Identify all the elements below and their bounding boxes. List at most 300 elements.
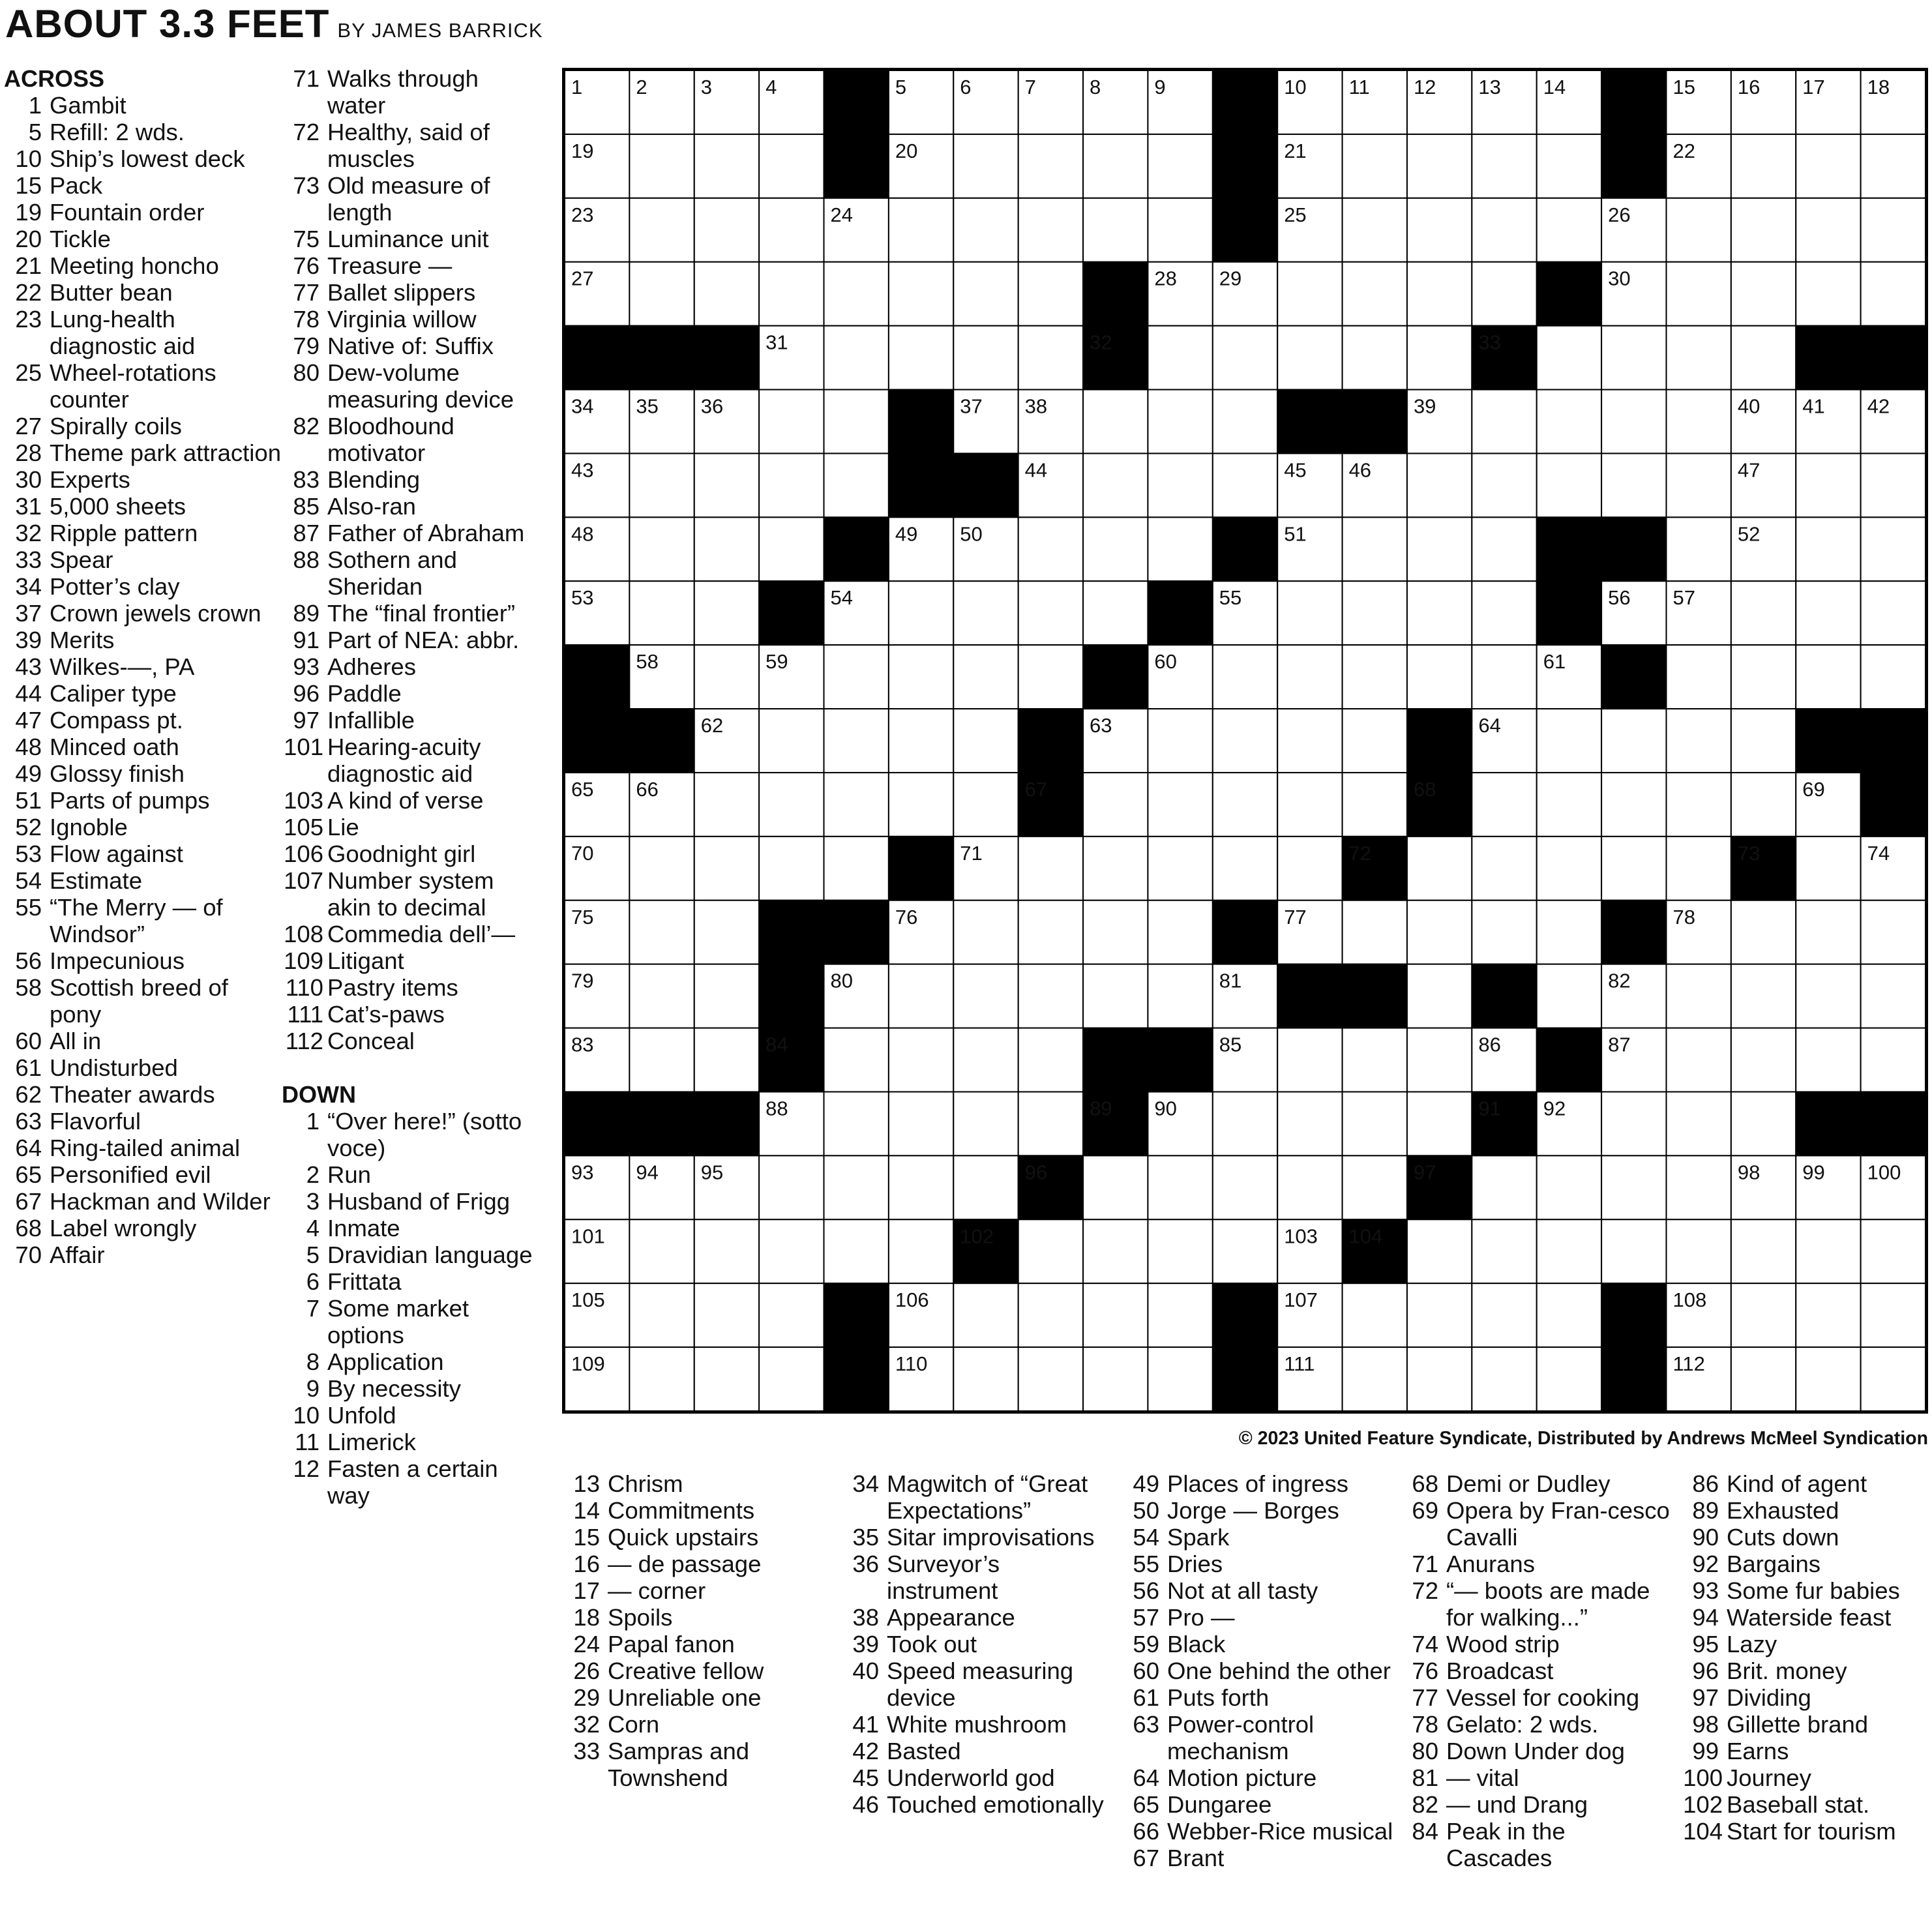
grid-cell[interactable] [1407,1028,1472,1092]
grid-cell[interactable] [1537,134,1601,198]
grid-cell[interactable] [694,1028,759,1092]
grid-cell[interactable] [694,900,759,964]
grid-cell[interactable] [1343,134,1407,198]
grid-cell[interactable] [629,900,694,964]
grid-cell[interactable] [1148,773,1212,837]
grid-cell[interactable] [1537,1283,1601,1347]
grid-cell[interactable] [694,581,759,645]
grid-cell[interactable] [824,1219,889,1283]
grid-cell[interactable] [1407,134,1472,198]
grid-cell[interactable] [694,837,759,900]
grid-cell[interactable] [1018,1092,1083,1155]
grid-cell[interactable] [1861,198,1925,262]
grid-cell[interactable] [759,262,824,326]
grid-cell[interactable] [1343,709,1407,773]
grid-cell[interactable] [1148,709,1212,773]
grid-cell[interactable] [1018,1219,1083,1283]
grid-cell[interactable] [953,773,1018,837]
grid-cell[interactable] [824,1092,889,1155]
clue-text: Glossy finish [50,760,185,787]
clue-number: 68 [15,1215,42,1241]
grid-cell[interactable] [1601,709,1666,773]
grid-cell[interactable] [1083,1219,1148,1283]
grid-cell[interactable] [1666,1219,1731,1283]
grid-cell[interactable] [1731,900,1796,964]
grid-cell[interactable] [1861,900,1925,964]
grid-cell[interactable] [1472,1347,1536,1411]
grid-cell[interactable] [1601,453,1666,517]
grid-cell[interactable] [1148,517,1212,581]
grid-cell[interactable] [759,198,824,262]
grid-cell[interactable] [1083,581,1148,645]
grid-cell[interactable] [694,198,759,262]
grid-cell[interactable] [1343,1155,1407,1219]
grid-cell[interactable] [953,262,1018,326]
grid-cell[interactable] [1343,645,1407,709]
grid-cell[interactable] [889,198,953,262]
grid-cell[interactable] [1537,453,1601,517]
grid-cell[interactable] [1407,900,1472,964]
grid-cell[interactable] [824,837,889,900]
grid-cell[interactable] [1601,1155,1666,1219]
grid-cell[interactable] [629,581,694,645]
grid-cell[interactable] [1666,453,1731,517]
grid-cell[interactable] [629,1219,694,1283]
grid-cell[interactable] [759,390,824,454]
grid-cell[interactable] [889,709,953,773]
grid-cell[interactable] [1148,134,1212,198]
cell-number: 63 [1090,714,1112,737]
grid-cell[interactable] [1731,1092,1796,1155]
grid-cell[interactable] [1343,581,1407,645]
grid-cell[interactable] [759,517,824,581]
grid-cell[interactable] [1666,645,1731,709]
clue-number: 65 [15,1161,42,1188]
grid-cell[interactable] [629,1028,694,1092]
grid-cell[interactable] [1277,326,1342,390]
grid-cell[interactable] [1796,900,1860,964]
grid-cell[interactable] [694,1219,759,1283]
grid-cell[interactable] [1861,1347,1925,1411]
grid-cell[interactable] [1861,517,1925,581]
grid-cell[interactable] [1472,453,1536,517]
clue-item [562,1577,836,1604]
clue-item [4,1241,284,1268]
grid-cell[interactable] [889,581,953,645]
grid-cell[interactable] [889,964,953,1028]
grid-cell[interactable] [629,198,694,262]
grid-cell[interactable] [1407,326,1472,390]
grid-cell[interactable] [1472,517,1536,581]
grid-cell[interactable] [1277,1028,1342,1092]
black-square [694,326,759,390]
grid-cell[interactable] [824,453,889,517]
grid-cell[interactable] [1731,645,1796,709]
grid-cell[interactable] [1731,581,1796,645]
clue-text: Places of ingress [1167,1470,1348,1497]
grid-cell[interactable] [1601,1092,1666,1155]
grid-cell[interactable] [1537,1347,1601,1411]
grid-cell[interactable] [1731,326,1796,390]
grid-cell[interactable] [1472,262,1536,326]
grid-cell[interactable] [1277,709,1342,773]
grid-cell[interactable] [1731,1347,1796,1411]
grid-cell[interactable] [953,964,1018,1028]
grid-cell[interactable] [1861,262,1925,326]
cell-number: 38 [1024,394,1048,418]
grid-cell[interactable] [1796,517,1860,581]
grid-cell[interactable] [1666,837,1731,900]
grid-cell[interactable] [694,517,759,581]
grid-cell[interactable] [824,326,889,390]
grid-cell[interactable] [1796,1347,1860,1411]
grid-cell[interactable] [1796,1219,1860,1283]
clue-item [282,493,542,520]
grid-cell[interactable] [1148,198,1212,262]
grid-cell[interactable] [1343,1092,1407,1155]
grid-cell[interactable] [824,1155,889,1219]
grid-cell[interactable] [1148,326,1212,390]
grid-cell[interactable] [694,773,759,837]
cell-number: 26 [1608,203,1631,226]
grid-cell[interactable] [694,134,759,198]
grid-cell[interactable] [759,837,824,900]
grid-cell[interactable] [1861,645,1925,709]
grid-cell[interactable] [1148,1347,1212,1411]
grid-cell[interactable] [1537,1155,1601,1219]
grid-cell[interactable] [1018,837,1083,900]
grid-cell[interactable] [629,517,694,581]
grid-cell[interactable] [1018,1347,1083,1411]
grid-cell[interactable] [1472,134,1536,198]
grid-cell[interactable] [1018,900,1083,964]
grid-cell[interactable] [1472,837,1536,900]
grid-cell[interactable] [1796,964,1860,1028]
grid-cell[interactable] [1472,900,1536,964]
grid-cell[interactable] [1407,837,1472,900]
clue-number: 96 [1692,1657,1719,1684]
clue-number: 22 [15,279,42,306]
grid-cell[interactable] [1472,645,1536,709]
clue-text: Adheres [327,653,416,680]
grid-cell[interactable] [1343,1347,1407,1411]
grid-cell[interactable] [889,1219,953,1283]
grid-cell[interactable] [1861,1219,1925,1283]
grid-cell[interactable] [1666,262,1731,326]
grid-cell[interactable] [1731,198,1796,262]
grid-cell[interactable] [1472,1283,1536,1347]
grid-cell[interactable] [1148,1219,1212,1283]
grid-cell[interactable] [629,1347,694,1411]
grid-cell[interactable] [953,1028,1018,1092]
grid-cell[interactable] [759,709,824,773]
grid-cell[interactable] [1277,645,1342,709]
grid-cell[interactable] [1083,453,1148,517]
grid-cell[interactable] [1213,1092,1277,1155]
grid-cell[interactable] [1083,837,1148,900]
grid-cell[interactable] [1666,1155,1731,1219]
grid-cell[interactable] [1148,964,1212,1028]
grid-cell[interactable] [1796,645,1860,709]
grid-cell[interactable] [953,1347,1018,1411]
grid-cell[interactable] [1537,837,1601,900]
clue-item [4,1028,284,1054]
grid-cell[interactable] [1083,1347,1148,1411]
grid-cell[interactable] [1537,1219,1601,1283]
grid-cell[interactable] [1018,964,1083,1028]
grid-cell[interactable] [1601,390,1666,454]
clue-number: 53 [15,840,42,867]
grid-cell[interactable] [1407,517,1472,581]
grid-cell[interactable] [1018,517,1083,581]
grid-cell[interactable] [1083,1155,1148,1219]
clue-number: 11 [295,1429,320,1455]
grid-cell[interactable] [1666,964,1731,1028]
grid-cell[interactable] [1018,198,1083,262]
clue-text: Brit. money [1727,1657,1847,1684]
grid-cell[interactable] [1666,709,1731,773]
clue-text: Theme park attraction [50,439,282,466]
grid-cell[interactable] [1277,581,1342,645]
grid-cell[interactable] [1537,900,1601,964]
grid-cell[interactable] [1537,709,1601,773]
grid-cell[interactable] [953,645,1018,709]
grid-cell[interactable] [889,1092,953,1155]
grid-cell[interactable] [889,645,953,709]
grid-cell[interactable] [953,581,1018,645]
grid-cell[interactable] [1277,1155,1342,1219]
grid-cell[interactable] [1666,1092,1731,1155]
grid-cell[interactable] [1537,773,1601,837]
grid-cell[interactable] [1343,900,1407,964]
grid-cell[interactable] [1343,198,1407,262]
grid-cell[interactable] [824,1028,889,1092]
grid-cell[interactable] [1343,773,1407,837]
grid-cell[interactable] [1277,262,1342,326]
grid-cell[interactable] [1407,1219,1472,1283]
grid-cell[interactable] [694,1283,759,1347]
grid-cell[interactable] [1083,773,1148,837]
clue-text: Fountain order [50,199,205,226]
grid-cell[interactable] [1083,134,1148,198]
grid-cell[interactable] [1731,1028,1796,1092]
grid-cell[interactable] [1601,326,1666,390]
grid-cell[interactable] [1731,773,1796,837]
grid-cell[interactable] [889,1028,953,1092]
grid-cell[interactable] [1731,134,1796,198]
grid-cell[interactable] [1213,453,1277,517]
clue-number: 61 [1133,1684,1159,1711]
grid-cell[interactable] [759,1283,824,1347]
grid-cell[interactable] [1472,581,1536,645]
grid-cell[interactable] [1018,581,1083,645]
grid-cell[interactable] [1213,837,1277,900]
grid-cell[interactable] [1083,900,1148,964]
grid-cell[interactable] [1407,1347,1472,1411]
grid-cell[interactable] [1666,517,1731,581]
grid-cell[interactable] [1601,773,1666,837]
grid-cell[interactable] [1796,837,1860,900]
grid-cell[interactable] [1731,262,1796,326]
grid-cell[interactable] [953,1092,1018,1155]
grid-cell[interactable] [1083,517,1148,581]
grid-cell[interactable] [1472,773,1536,837]
grid-cell[interactable] [629,837,694,900]
grid-cell[interactable] [1213,773,1277,837]
grid-cell[interactable] [694,645,759,709]
grid-cell[interactable] [953,326,1018,390]
grid-cell[interactable] [1796,1028,1860,1092]
grid-cell[interactable] [1796,198,1860,262]
clue-item [4,279,284,306]
grid-cell[interactable] [1018,1028,1083,1092]
clue-item [1122,1818,1395,1845]
grid-cell[interactable] [953,1155,1018,1219]
grid-cell[interactable] [1083,964,1148,1028]
grid-cell[interactable] [1213,645,1277,709]
clue-item [282,226,542,252]
grid-cell[interactable] [1213,1219,1277,1283]
grid-cell[interactable] [1083,1283,1148,1347]
grid-cell[interactable] [1537,390,1601,454]
clue-column-3 [562,1470,836,1791]
grid-cell[interactable] [1018,326,1083,390]
grid-cell[interactable] [694,453,759,517]
grid-cell[interactable] [759,1219,824,1283]
grid-cell[interactable] [1601,1219,1666,1283]
grid-cell[interactable] [1407,453,1472,517]
clue-item [1122,1577,1395,1604]
grid-cell[interactable] [824,645,889,709]
grid-cell[interactable] [1537,198,1601,262]
grid-cell[interactable] [1018,262,1083,326]
grid-cell[interactable] [953,134,1018,198]
grid-cell[interactable] [1472,198,1536,262]
grid-cell[interactable] [1731,1219,1796,1283]
grid-cell[interactable] [1731,1283,1796,1347]
grid-cell[interactable] [1343,517,1407,581]
grid-cell[interactable] [1343,1028,1407,1092]
grid-cell[interactable] [1148,390,1212,454]
grid-cell[interactable] [629,262,694,326]
grid-cell[interactable] [953,900,1018,964]
grid-cell[interactable] [1343,326,1407,390]
grid-cell[interactable] [1407,645,1472,709]
grid-cell[interactable] [1148,453,1212,517]
grid-cell[interactable] [1731,964,1796,1028]
grid-cell[interactable] [759,773,824,837]
grid-cell[interactable] [1861,964,1925,1028]
grid-cell[interactable] [824,262,889,326]
grid-cell[interactable] [1213,1155,1277,1219]
grid-cell[interactable] [759,1347,824,1411]
grid-cell[interactable] [1407,964,1472,1028]
grid-cell[interactable] [824,390,889,454]
grid-cell[interactable] [1083,390,1148,454]
grid-cell[interactable] [1148,837,1212,900]
grid-cell[interactable] [629,134,694,198]
grid-cell[interactable] [1343,262,1407,326]
grid-cell[interactable] [1796,1283,1860,1347]
grid-cell[interactable] [1537,326,1601,390]
grid-cell[interactable] [889,326,953,390]
grid-cell[interactable] [1666,326,1731,390]
grid-cell[interactable] [629,964,694,1028]
grid-cell[interactable] [759,134,824,198]
grid-cell[interactable] [1666,1028,1731,1092]
grid-cell[interactable] [1148,1283,1212,1347]
grid-cell[interactable] [1472,1219,1536,1283]
grid-cell[interactable] [1861,1283,1925,1347]
grid-cell[interactable] [1407,198,1472,262]
grid-cell[interactable] [1861,453,1925,517]
grid-cell[interactable] [1796,581,1860,645]
grid-cell[interactable] [1601,837,1666,900]
grid-cell[interactable] [1796,262,1860,326]
grid-cell[interactable] [1666,198,1731,262]
grid-cell[interactable] [629,453,694,517]
grid-cell[interactable] [953,709,1018,773]
grid-cell[interactable] [759,1155,824,1219]
grid-cell[interactable] [1407,1092,1472,1155]
grid-cell[interactable] [1666,390,1731,454]
grid-cell[interactable] [1148,900,1212,964]
grid-cell[interactable] [1277,837,1342,900]
grid-cell[interactable] [1018,1283,1083,1347]
grid-cell[interactable] [1407,262,1472,326]
grid-cell[interactable] [694,964,759,1028]
clue-number: 47 [15,707,42,734]
grid-cell[interactable] [1796,134,1860,198]
cell-number: 19 [571,139,594,162]
grid-cell[interactable] [1407,581,1472,645]
grid-cell[interactable] [1213,390,1277,454]
grid-cell[interactable] [1213,326,1277,390]
grid-cell[interactable] [759,453,824,517]
grid-cell[interactable] [1861,581,1925,645]
grid-cell[interactable] [1796,453,1860,517]
grid-cell[interactable] [1018,645,1083,709]
grid-cell[interactable] [889,262,953,326]
grid-cell[interactable] [629,1283,694,1347]
grid-cell[interactable] [1472,390,1536,454]
grid-cell[interactable] [1731,709,1796,773]
grid-cell[interactable] [1018,134,1083,198]
grid-cell[interactable] [889,773,953,837]
grid-cell[interactable] [953,1283,1018,1347]
grid-cell[interactable] [694,262,759,326]
grid-cell[interactable] [1666,773,1731,837]
grid-cell[interactable] [889,1155,953,1219]
grid-cell[interactable] [824,709,889,773]
grid-cell[interactable] [694,1347,759,1411]
grid-cell[interactable] [1083,198,1148,262]
grid-cell[interactable] [1277,773,1342,837]
grid-cell[interactable] [1537,964,1601,1028]
grid-cell[interactable] [1861,134,1925,198]
grid-cell[interactable] [1213,709,1277,773]
puzzle-title: ABOUT 3.3 FEET [5,2,330,46]
grid-cell[interactable] [953,198,1018,262]
black-square [1796,1092,1860,1155]
grid-cell[interactable] [1861,1028,1925,1092]
grid-cell[interactable] [824,773,889,837]
grid-cell[interactable] [1407,1283,1472,1347]
grid-cell[interactable] [1277,1092,1342,1155]
grid-cell[interactable] [1148,1155,1212,1219]
grid-cell[interactable] [1343,1283,1407,1347]
grid-cell[interactable] [1472,1155,1536,1219]
